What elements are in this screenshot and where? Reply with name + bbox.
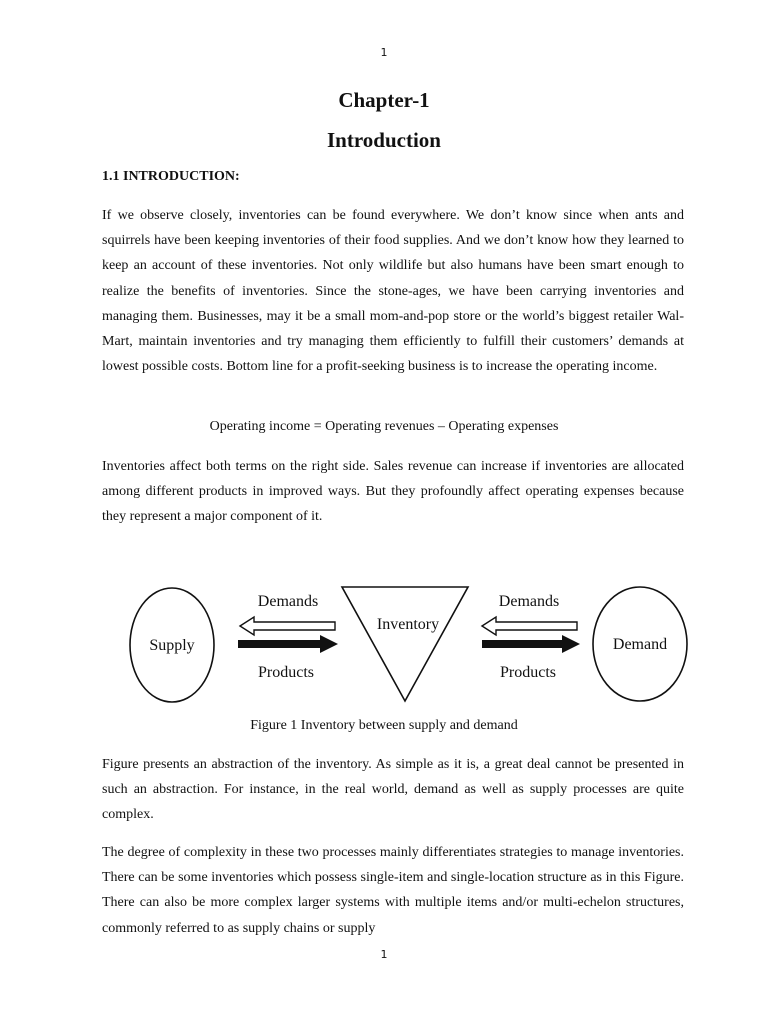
right-products-arrow bbox=[482, 635, 580, 653]
paragraph-intro: If we observe closely, inventories can be found everywhere. We don’t know since when ants and squirrels have been keeping inventories of their food supplies. And we don’t know how they learned to keep an account of these inventories. Not only wildlife but also humans have been smart enough to realize the benefits of inventories. Since the stone-ages, we have been carrying inventories and managing them. Businesses, may it be a small mom-and-pop store or the world’s biggest retailer Wal-Mart, maintain inventories and try managing them efficiently to fulfill their customers’ demands at lowest possible costs. Bottom line for a profit-seeking business is to increase the operating income. bbox=[102, 208, 684, 375]
inventory-label: Inventory bbox=[376, 616, 440, 633]
left-products-label: Products bbox=[258, 664, 314, 681]
inventory-node bbox=[342, 587, 468, 701]
left-products-arrow bbox=[238, 635, 338, 653]
supply-label: Supply bbox=[149, 637, 195, 654]
chapter-label: Chapter-1 bbox=[338, 88, 430, 112]
figure-caption: Figure 1 Inventory between supply and demand bbox=[250, 718, 518, 733]
paragraph-abstraction: Figure presents an abstraction of the inventory. As simple as it is, a great deal cannot be presented in such an abstraction. For instance, in the real world, demand as well as supply processes are quite complex. bbox=[102, 757, 684, 823]
page-number-bottom: 1 bbox=[380, 948, 388, 961]
right-products-label: Products bbox=[500, 664, 556, 681]
demand-label: Demand bbox=[612, 636, 668, 653]
right-demands-arrow bbox=[482, 617, 577, 635]
operating-income-equation: Operating income = Operating revenues – Operating expenses bbox=[209, 419, 559, 434]
chapter-title: Introduction bbox=[327, 128, 441, 152]
inventory-diagram bbox=[120, 575, 700, 715]
section-heading: 1.1 INTRODUCTION: bbox=[102, 169, 240, 184]
paragraph-inventories-affect: Inventories affect both terms on the right side. Sales revenue can increase if inventories are allocated among different products in improved ways. But they profoundly affect operating expenses because they represent a major component of it. bbox=[102, 459, 684, 525]
left-demands-arrow bbox=[240, 617, 335, 635]
right-demands-label: Demands bbox=[498, 593, 560, 610]
left-demands-label: Demands bbox=[257, 593, 319, 610]
page-number-top: 1 bbox=[380, 46, 388, 59]
paragraph-complexity: The degree of complexity in these two processes mainly differentiates strategies to manage inventories. There can be some inventories which possess single-item and single-location structure as in this Figure. There can also be more complex larger systems with multiple items and/or multi-echelon structures, commonly referred to as supply chains or supply bbox=[102, 845, 684, 936]
